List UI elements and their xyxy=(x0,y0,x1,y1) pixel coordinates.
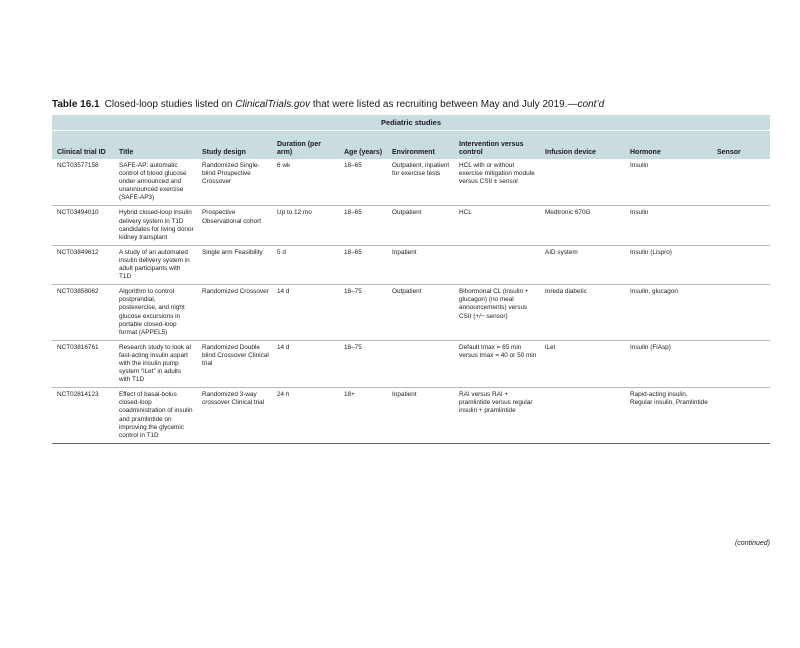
cell-environment: Outpatient xyxy=(387,206,454,245)
cell-environment xyxy=(387,340,454,387)
cell-environment: Outpatient xyxy=(387,285,454,341)
cell-intervention: HCL xyxy=(454,206,540,245)
cell-environment: Inpatient xyxy=(387,245,454,284)
cell-infusion: Inreda diabetic xyxy=(540,285,625,341)
cell-hormone: Insulin xyxy=(625,206,712,245)
cell-design: Randomized 3-way crossover Clinical trial xyxy=(197,388,272,444)
cell-hormone: Insulin (Lispro) xyxy=(625,245,712,284)
caption-text-before: Closed-loop studies listed on xyxy=(104,99,236,110)
caption-cont-label: cont’d xyxy=(577,99,605,110)
cell-hormone: Rapid-acting insulin, Regular insulin, Pramlintide xyxy=(625,388,712,444)
cell-environment: Outpatient, inpatient for exercise tests xyxy=(387,159,454,206)
cell-trial-id: NCT02814123 xyxy=(52,388,114,444)
cell-design: Randomized Double blind Crossover Clinical trial xyxy=(197,340,272,387)
cell-duration: 14 d xyxy=(272,285,339,341)
cell-title: SAFE-AP: automatic control of blood glucose under announced and unannounced exercise (SAFE-AP3) xyxy=(114,159,197,206)
table-row xyxy=(52,206,770,245)
header-infusion: Infusion device xyxy=(540,131,625,159)
cell-intervention: RAI versus RAI + pramlintide versus regular insulin + pramlintide xyxy=(454,388,540,444)
cell-age: 18+ xyxy=(339,388,387,444)
table-row xyxy=(52,285,770,341)
table-caption xyxy=(52,98,772,111)
header-duration: Duration (per arm) xyxy=(272,131,339,159)
cell-infusion: AID system xyxy=(540,245,625,284)
cell-title: Hybrid closed-loop insulin delivery system in T1D candidates for living donor kidney transplant xyxy=(114,206,197,245)
header-age: Age (years) xyxy=(339,131,387,159)
cell-title: Algorithm to control postprandial, postexercise, and night glucose excursions in portable closed-loop format (APPEL5) xyxy=(114,285,197,341)
caption-text-after: that were listed as recruiting between May and July 2019.— xyxy=(310,99,578,110)
table-row xyxy=(52,340,770,387)
header-hormone: Hormone xyxy=(625,131,712,159)
continued-note: (continued) xyxy=(734,540,770,547)
cell-hormone: Insulin xyxy=(625,159,712,206)
table-row xyxy=(52,245,770,284)
cell-design: Single arm Feasibility xyxy=(197,245,272,284)
cell-infusion: Medtronic 670G xyxy=(540,206,625,245)
studies-table xyxy=(52,131,770,444)
caption-source: ClinicalTrials.gov xyxy=(235,99,311,110)
cell-title: Effect of basal-bolus closed-loop coadministration of insulin and pramlintide on improving the glycemic control in T1D xyxy=(114,388,197,444)
cell-infusion: iLet xyxy=(540,340,625,387)
cell-title: Research study to look at fast-acting insulin aspart with the insulin pump system “iLet” in adults with T1D xyxy=(114,340,197,387)
cell-intervention: Bihormonal CL (insulin + glucagon) (no meal announcements) versus CSII (+/− sensor) xyxy=(454,285,540,341)
cell-duration: 14 d xyxy=(272,340,339,387)
table-row xyxy=(52,159,770,206)
cell-trial-id: NCT03494010 xyxy=(52,206,114,245)
header-title: Title xyxy=(114,131,197,159)
table-number: Table 16.1 xyxy=(52,99,100,110)
cell-age: 18–75 xyxy=(339,285,387,341)
cell-hormone: Insulin, glucagon xyxy=(625,285,712,341)
cell-age: 18–65 xyxy=(339,206,387,245)
cell-title: A study of an automated insulin delivery system in adult participants with T1D xyxy=(114,245,197,284)
cell-intervention xyxy=(454,245,540,284)
cell-infusion xyxy=(540,388,625,444)
cell-sensor xyxy=(712,285,770,341)
header-sensor: Sensor xyxy=(712,131,770,159)
cell-duration: 6 wk xyxy=(272,159,339,206)
cell-sensor xyxy=(712,245,770,284)
cell-intervention: Default tmax = 65 min versus tmax = 40 or 50 min xyxy=(454,340,540,387)
cell-environment: Inpatient xyxy=(387,388,454,444)
cell-sensor xyxy=(712,159,770,206)
cell-design: Randomized Single-blind Prospective Crossover xyxy=(197,159,272,206)
cell-trial-id: NCT03849612 xyxy=(52,245,114,284)
cell-sensor xyxy=(712,206,770,245)
cell-age: 18–65 xyxy=(339,159,387,206)
header-row xyxy=(52,131,770,159)
cell-age: 18–75 xyxy=(339,340,387,387)
header-environment: Environment xyxy=(387,131,454,159)
cell-design: Randomized Crossover xyxy=(197,285,272,341)
cell-duration: Up to 12 mo xyxy=(272,206,339,245)
header-intervention: Intervention versus control xyxy=(454,131,540,159)
cell-hormone: Insulin (FiAsp) xyxy=(625,340,712,387)
cell-duration: 5 d xyxy=(272,245,339,284)
cell-infusion xyxy=(540,159,625,206)
section-title: Pediatric studies xyxy=(52,115,770,131)
cell-intervention: HCL with or without exercise mitigation module versus CSII ± sensor xyxy=(454,159,540,206)
table-row xyxy=(52,388,770,444)
cell-duration: 24 h xyxy=(272,388,339,444)
cell-trial-id: NCT03816761 xyxy=(52,340,114,387)
cell-design: Prospective Observational cohort xyxy=(197,206,272,245)
header-trial-id: Clinical trial ID xyxy=(52,131,114,159)
cell-sensor xyxy=(712,388,770,444)
header-design: Study design xyxy=(197,131,272,159)
cell-trial-id: NCT03858062 xyxy=(52,285,114,341)
cell-sensor xyxy=(712,340,770,387)
studies-table-container xyxy=(52,115,770,444)
cell-trial-id: NCT03577158 xyxy=(52,159,114,206)
cell-age: 18–65 xyxy=(339,245,387,284)
